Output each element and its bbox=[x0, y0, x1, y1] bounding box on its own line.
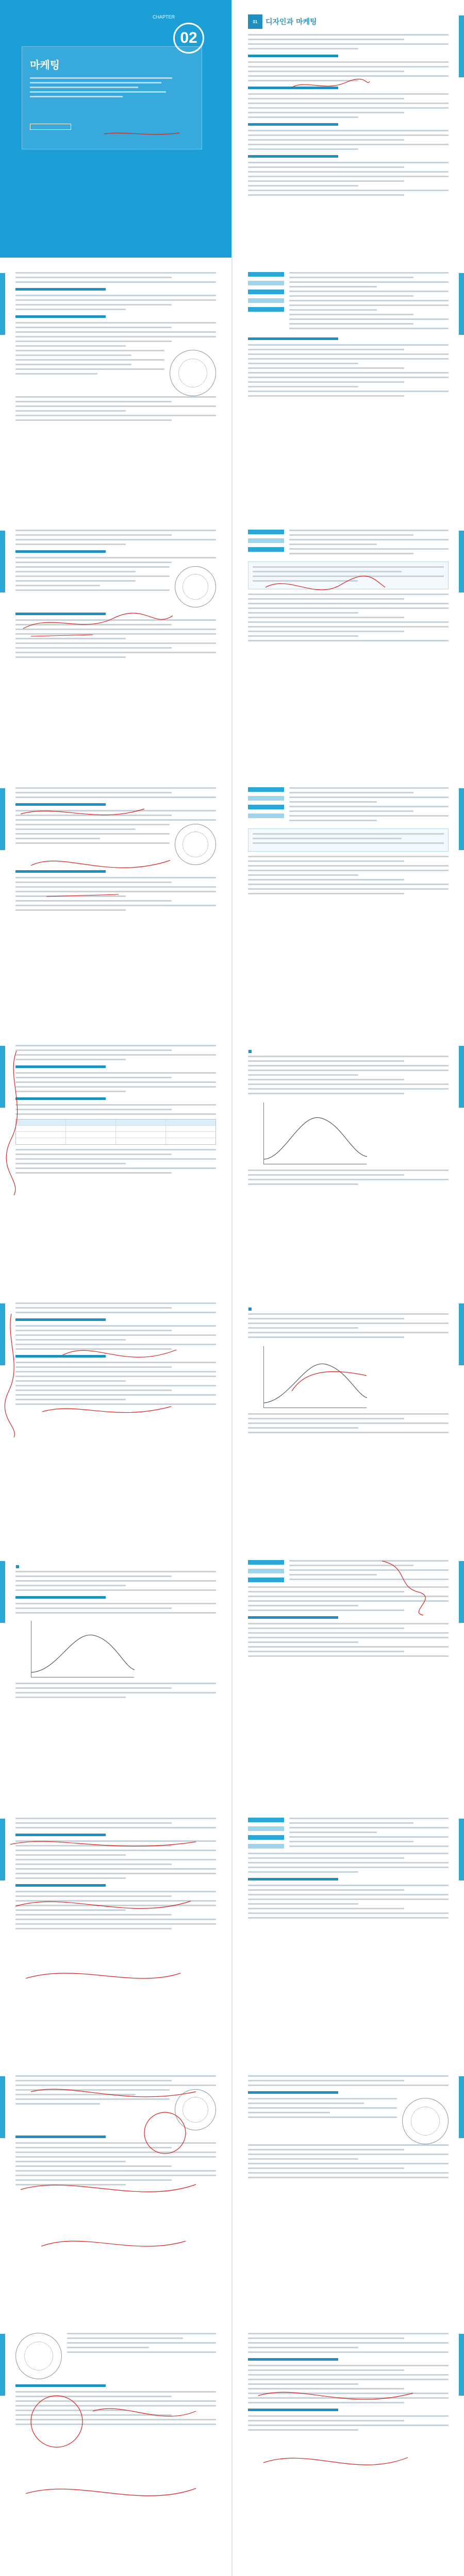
figure-circle bbox=[175, 566, 216, 607]
chapter-side-tab bbox=[459, 15, 464, 77]
chapter-side-tab bbox=[0, 273, 5, 335]
page-left bbox=[0, 1803, 231, 2061]
chapter-side-tab bbox=[0, 2334, 5, 2396]
page-right bbox=[233, 1803, 464, 2061]
page-left bbox=[0, 1030, 231, 1288]
page-right bbox=[233, 2061, 464, 2318]
handwritten-annotation bbox=[263, 572, 387, 603]
chapter-side-tab bbox=[459, 1561, 464, 1623]
page-left bbox=[0, 773, 231, 1030]
chapter-side-tab bbox=[0, 1561, 5, 1623]
figure-circle bbox=[15, 2333, 62, 2379]
page-right: ■ bbox=[233, 1030, 464, 1288]
spread-10 bbox=[0, 2318, 464, 2576]
handwritten-annotation bbox=[253, 2380, 418, 2483]
chapter-side-tab bbox=[459, 1819, 464, 1880]
handwritten-annotation bbox=[1, 1046, 32, 1200]
figure-graph bbox=[263, 1103, 367, 1164]
chapter-side-tab bbox=[459, 2334, 464, 2396]
page-right bbox=[233, 2318, 464, 2576]
page-left bbox=[0, 2061, 231, 2318]
page-right bbox=[233, 258, 464, 515]
chapter-side-tab bbox=[459, 788, 464, 850]
spread-6 bbox=[0, 1288, 464, 1546]
chapter-side-tab bbox=[0, 2076, 5, 2138]
section-header bbox=[248, 14, 449, 29]
page-right bbox=[233, 773, 464, 1030]
handwritten-annotation bbox=[289, 77, 372, 93]
handwritten-annotation bbox=[5, 1834, 201, 1999]
chapter-side-tab bbox=[459, 1303, 464, 1365]
cover-page bbox=[0, 0, 231, 258]
page-left bbox=[0, 2318, 231, 2576]
chapter-side-tab bbox=[0, 788, 5, 850]
chapter-side-tab bbox=[0, 1819, 5, 1880]
chapter-side-tab bbox=[459, 531, 464, 592]
handwritten-annotation bbox=[21, 608, 175, 639]
chapter-side-tab bbox=[459, 1046, 464, 1108]
chapter-label: CHAPTER bbox=[153, 14, 175, 20]
figure-circle bbox=[402, 2098, 449, 2144]
page-left bbox=[0, 515, 231, 773]
subheading bbox=[248, 55, 338, 57]
page-right bbox=[233, 1546, 464, 1803]
cover-title: 마케팅 bbox=[30, 59, 60, 71]
figure-circle bbox=[170, 350, 216, 396]
chapter-side-tab bbox=[0, 531, 5, 592]
page-right bbox=[233, 515, 464, 773]
spread-8 bbox=[0, 1803, 464, 2061]
spread-4 bbox=[0, 773, 464, 1030]
spread-2 bbox=[0, 258, 464, 515]
handwritten-annotation bbox=[103, 130, 180, 138]
chapter-side-tab bbox=[459, 273, 464, 335]
cover-description bbox=[30, 77, 185, 100]
handwritten-annotation bbox=[1, 1309, 187, 1443]
chapter-side-tab bbox=[459, 2076, 464, 2138]
spread-9 bbox=[0, 2061, 464, 2318]
page-left bbox=[0, 1288, 231, 1546]
page-left: ■ bbox=[0, 1546, 231, 1803]
data-table bbox=[15, 1119, 216, 1145]
spread-7 bbox=[0, 1546, 464, 1803]
figure-graph bbox=[31, 1621, 134, 1677]
chapter-side-tab bbox=[0, 1046, 5, 1108]
page-right: ■ bbox=[233, 1288, 464, 1546]
page-left bbox=[0, 258, 231, 515]
handwritten-annotation bbox=[15, 2380, 201, 2545]
chapter-side-tab bbox=[0, 1303, 5, 1365]
handwritten-annotation bbox=[289, 1365, 372, 1396]
spread-5 bbox=[0, 1030, 464, 1288]
chapter-number: 02 bbox=[173, 23, 204, 54]
spread-1 bbox=[0, 0, 464, 258]
handwritten-annotation bbox=[377, 1556, 428, 1618]
note-box bbox=[248, 828, 449, 852]
handwritten-annotation bbox=[15, 804, 180, 907]
handwritten-annotation bbox=[10, 2076, 206, 2272]
spread-3 bbox=[0, 515, 464, 773]
cover-tag bbox=[30, 124, 71, 130]
figure-circle bbox=[175, 824, 216, 865]
section-number: 01 bbox=[248, 14, 262, 29]
section-title: 디자인과 마케팅 bbox=[266, 18, 317, 26]
section-opener-page bbox=[233, 0, 464, 258]
